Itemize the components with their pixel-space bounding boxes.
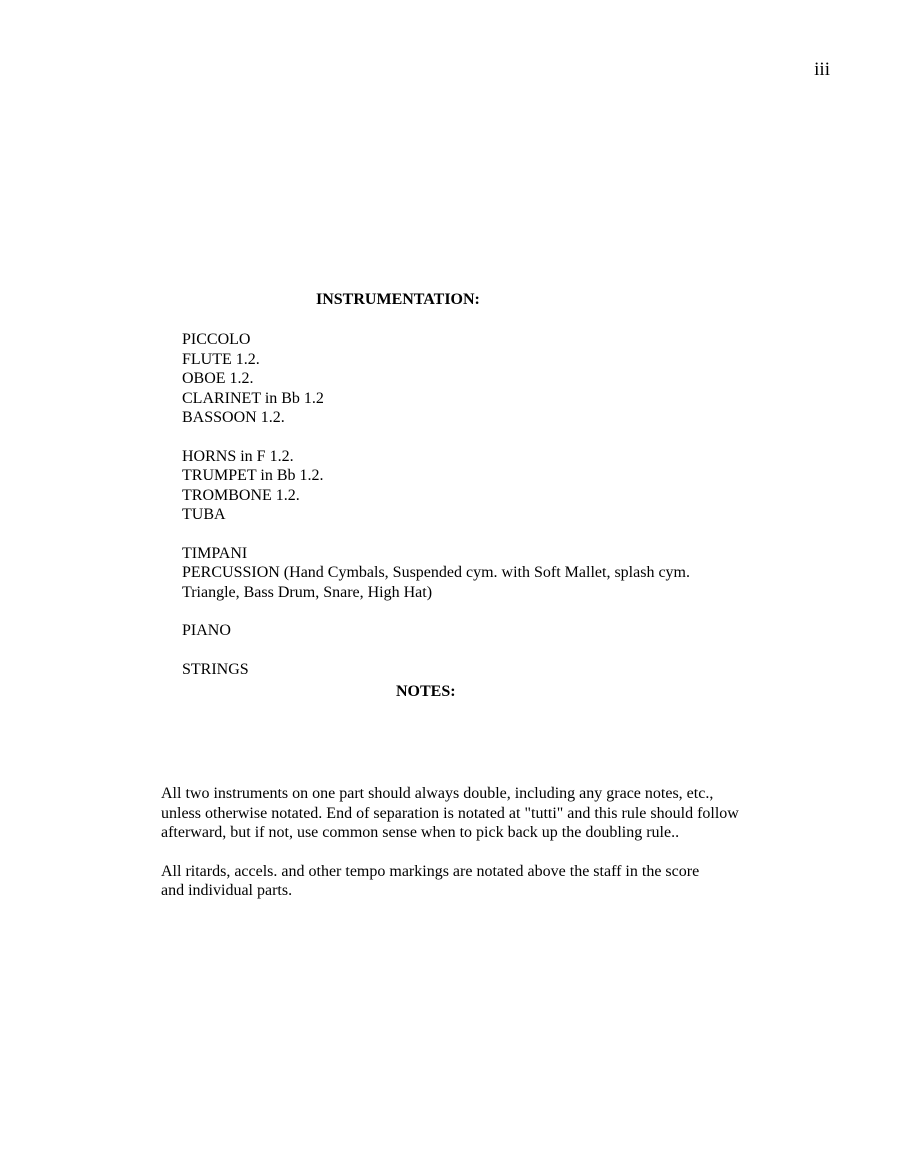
instrument-clarinet: CLARINET in Bb 1.2 (182, 389, 324, 407)
instrumentation-heading: INSTRUMENTATION: (316, 291, 480, 308)
note-line: All ritards, accels. and other tempo markings are notated above the staff in the score (161, 862, 700, 880)
instrument-timpani: TIMPANI (182, 544, 248, 562)
strings-group (182, 660, 802, 680)
note-line: unless otherwise notated. End of separation is notated at "tutti" and this rule should follow (161, 804, 739, 822)
instrument-tuba: TUBA (182, 506, 226, 523)
instrument-list (182, 330, 802, 698)
note-paragraph-tempo (161, 862, 801, 901)
instrument-trumpet: TRUMPET in Bb 1.2. (182, 467, 324, 484)
note-line: afterward, but if not, use common sense when to pick back up the doubling rule.. (161, 824, 680, 841)
woodwinds-group (182, 330, 802, 428)
instrument-flute: FLUTE 1.2. (182, 350, 260, 368)
instrument-oboe: OBOE 1.2. (182, 370, 254, 387)
keyboard-group (182, 621, 802, 641)
instrument-horns: HORNS in F 1.2. (182, 447, 294, 465)
instrument-bassoon: BASSOON 1.2. (182, 409, 285, 426)
instrument-strings: STRINGS (182, 660, 249, 678)
notes-heading: NOTES: (396, 683, 456, 700)
instrument-percussion: PERCUSSION (Hand Cymbals, Suspended cym. with Soft Mallet, splash cym. (182, 564, 690, 581)
note-paragraph-doubling (161, 784, 801, 843)
instrument-trombone: TROMBONE 1.2. (182, 486, 300, 504)
instrument-piccolo: PICCOLO (182, 331, 251, 348)
note-line: and individual parts. (161, 882, 293, 899)
page-number: iii (814, 59, 830, 80)
instrument-percussion-continued: Triangle, Bass Drum, Snare, High Hat) (182, 583, 433, 601)
notes-body (161, 784, 801, 920)
percussion-group (182, 544, 802, 603)
instrument-piano: PIANO (182, 622, 231, 639)
brass-group (182, 447, 802, 525)
note-line: All two instruments on one part should always double, including any grace notes, etc., (161, 785, 714, 802)
